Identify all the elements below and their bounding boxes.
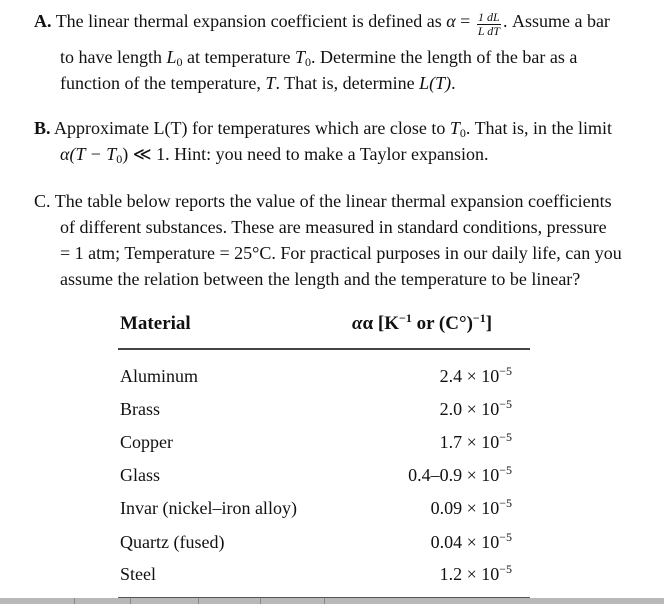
alpha-symbol: α	[446, 11, 456, 31]
part-a-label: A.	[34, 11, 52, 31]
times-ten: × 10	[466, 399, 500, 419]
coefficient-cell	[431, 498, 512, 519]
exponent: −5	[499, 463, 512, 477]
material-cell: Aluminum	[120, 366, 199, 386]
table-row	[118, 366, 530, 399]
times-ten: × 10	[466, 532, 500, 552]
header-alpha-unit: α [K	[362, 313, 399, 334]
coefficient-cell	[440, 432, 512, 453]
length-symbol: L	[166, 47, 177, 67]
equals-sign: =	[455, 11, 475, 31]
scrollbar-segment	[74, 598, 131, 604]
subscript-zero: 0	[459, 126, 466, 140]
coefficient-cell	[440, 366, 512, 387]
material-cell: Copper	[120, 432, 173, 452]
part-c-line-4: assume the relation between the length and the temperature to be linear?	[60, 269, 581, 289]
coefficient-cell	[440, 399, 512, 420]
part-b-text-2: . Hint: you need to make a Taylor expansion.	[165, 144, 489, 164]
coefficient-cell	[431, 532, 512, 553]
material-cell: Quartz (fused)	[120, 532, 225, 552]
length-function: L(T)	[419, 73, 452, 93]
material-cell: Steel	[120, 564, 156, 584]
part-b	[34, 115, 646, 167]
part-a-text-1-end: . Assume a bar	[502, 11, 610, 31]
subscript-zero: 0	[304, 55, 311, 69]
exponent: −5	[499, 364, 512, 378]
table-row	[118, 465, 530, 498]
part-b-text-1-end: . That is, in the limit	[465, 118, 613, 138]
coefficient-value: 0.09	[430, 498, 463, 518]
exponent: −5	[499, 430, 512, 444]
part-a-text-2b: at temperature	[182, 47, 295, 67]
exponent: −5	[499, 562, 512, 576]
table-row	[118, 432, 530, 465]
material-cell: Brass	[120, 399, 160, 419]
part-a-line-1	[34, 8, 646, 38]
part-c-line-3: = 1 atm; Temperature = 25°C. For practical purposes in our daily life, can you	[60, 243, 622, 263]
exponent: −5	[499, 496, 512, 510]
part-a-text-1: The linear thermal expansion coefficient is defined as	[55, 11, 447, 31]
header-alpha-or: or (C°)	[411, 313, 473, 334]
part-a	[34, 8, 646, 96]
part-c-text-1: The table below reports the value of the linear thermal expansion coefficients	[54, 191, 612, 211]
part-b-line-1	[34, 115, 646, 141]
table-row	[118, 399, 530, 432]
table-row	[118, 498, 530, 531]
part-a-text-3b: . That is, determine	[275, 73, 420, 93]
part-b-label: B.	[34, 118, 51, 138]
table-header-alpha	[352, 313, 492, 335]
table-header-material: Material	[120, 313, 191, 334]
part-b-text-1: Approximate L(T) for temperatures which are close to	[54, 118, 450, 138]
part-a-line-2	[34, 44, 646, 70]
material-cell: Glass	[120, 465, 160, 485]
fraction-numerator: 1 dL	[478, 10, 500, 24]
part-a-text-3a: function of the temperature,	[60, 73, 266, 93]
scrollbar-segment	[130, 598, 199, 604]
coefficient-cell	[408, 465, 512, 486]
period: .	[451, 73, 456, 93]
scrollbar-segment	[198, 598, 261, 604]
header-exponent: −1	[472, 311, 486, 325]
part-c-label: C.	[34, 191, 51, 211]
part-a-line-3	[34, 70, 646, 96]
exponent: −5	[499, 397, 512, 411]
coefficient-value: 2.4	[439, 366, 463, 386]
times-ten: × 10	[466, 432, 500, 452]
temperature-symbol: T	[449, 118, 460, 138]
part-c-line-2: of different substances. These are measured in standard conditions, pressure	[60, 217, 607, 237]
material-cell: Invar (nickel–iron alloy)	[120, 498, 297, 518]
subscript-zero: 0	[176, 55, 183, 69]
table-row	[118, 564, 530, 598]
fraction-denominator: L dT	[477, 24, 500, 38]
part-a-text-2c: . Determine the length of the bar as a	[310, 47, 578, 67]
exponent: −5	[499, 530, 512, 544]
derivative-fraction	[477, 11, 501, 38]
limit-expression: α(T − T	[60, 144, 117, 164]
table-header-rule	[118, 348, 530, 350]
coefficient-value: 1.7	[439, 432, 463, 452]
part-b-line-2	[34, 141, 646, 167]
scrollbar-segment	[260, 598, 325, 604]
coefficient-value: 2.0	[439, 399, 463, 419]
temperature-symbol: T	[294, 47, 305, 67]
header-alpha-close: ]	[485, 313, 493, 334]
times-ten: × 10	[466, 465, 500, 485]
scrollbar-segment	[324, 598, 405, 604]
table-row	[118, 532, 530, 565]
alpha-symbol: α	[352, 313, 363, 334]
part-c-line-1	[34, 188, 646, 214]
limit-expression-end: ) ≪ 1	[122, 144, 166, 164]
subscript-zero: 0	[116, 152, 123, 166]
part-a-text-2a: to have length	[60, 47, 167, 67]
bottom-scrollbar	[0, 598, 664, 604]
part-c	[34, 188, 646, 292]
times-ten: × 10	[466, 564, 500, 584]
times-ten: × 10	[466, 498, 500, 518]
header-exponent: −1	[398, 311, 412, 325]
coefficient-value: 0.04	[430, 532, 463, 552]
coefficient-value: 0.4–0.9	[408, 465, 463, 485]
coefficient-value: 1.2	[439, 564, 463, 584]
times-ten: × 10	[466, 366, 500, 386]
coefficient-cell	[440, 564, 512, 585]
temperature-symbol: T	[265, 73, 276, 93]
